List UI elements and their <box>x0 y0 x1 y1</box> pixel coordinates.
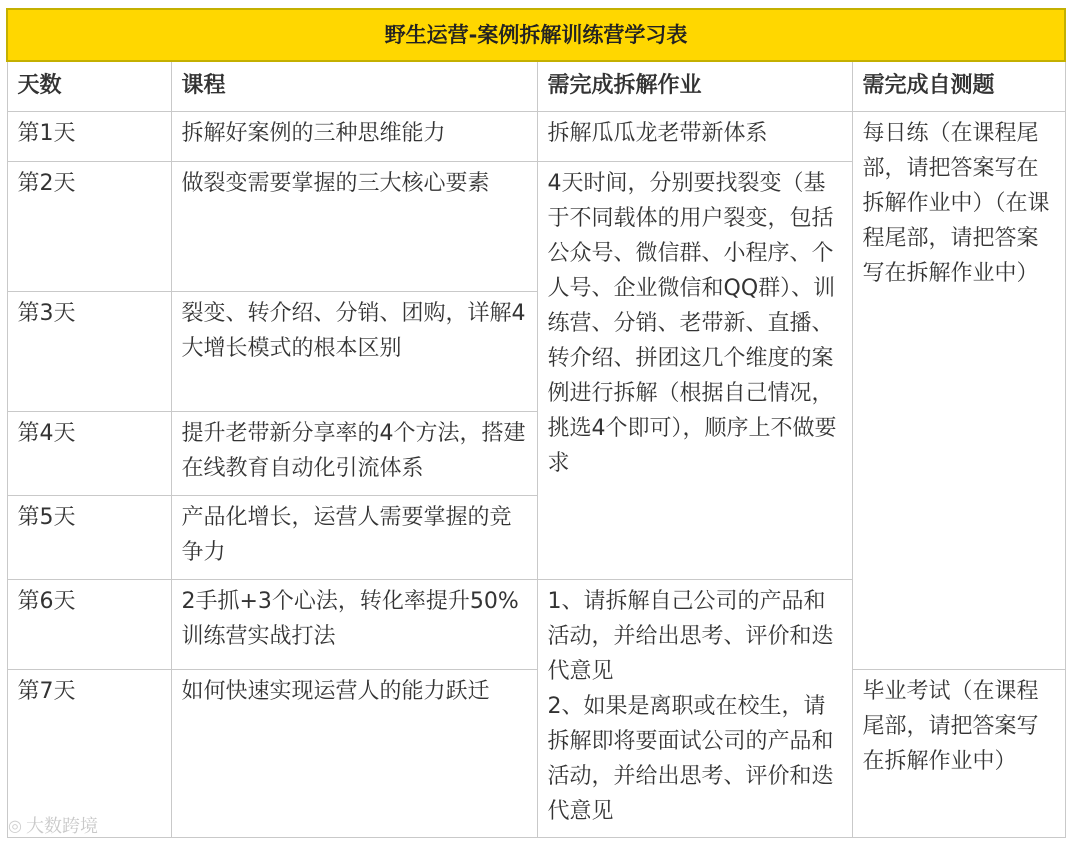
course-cell: 裂变、转介绍、分销、团购，详解4大增长模式的根本区别 <box>171 291 537 411</box>
day-cell: 第3天 <box>7 291 171 411</box>
day-cell: 第1天 <box>7 111 171 161</box>
day-cell: 第5天 <box>7 495 171 579</box>
homework-cell: 拆解瓜瓜龙老带新体系 <box>537 111 852 161</box>
course-cell: 2手抓+3个心法，转化率提升50%训练营实战打法 <box>171 579 537 669</box>
table-title: 野生运营-案例拆解训练营学习表 <box>7 9 1065 61</box>
homework-cell: 1、请拆解自己公司的产品和活动，并给出思考、评价和迭代意见 2、如果是离职或在校生，请拆解即将要面试公司的产品和活动，并给出思考、评价和迭代意见 <box>537 579 852 837</box>
day-cell: 第2天 <box>7 161 171 291</box>
header-selftest: 需完成自测题 <box>852 61 1065 111</box>
selftest-cell: 毕业考试（在课程尾部，请把答案写在拆解作业中） <box>852 669 1065 837</box>
course-cell: 做裂变需要掌握的三大核心要素 <box>171 161 537 291</box>
watermark-logo-icon: ◎ <box>8 815 22 835</box>
header-day: 天数 <box>7 61 171 111</box>
course-cell: 拆解好案例的三种思维能力 <box>171 111 537 161</box>
header-homework: 需完成拆解作业 <box>537 61 852 111</box>
selftest-cell: 每日练（在课程尾部，请把答案写在拆解作业中）（在课程尾部，请把答案写在拆解作业中） <box>852 111 1065 669</box>
course-cell: 如何快速实现运营人的能力跃迁 <box>171 669 537 837</box>
watermark <box>8 812 98 838</box>
day-cell: 第4天 <box>7 411 171 495</box>
course-cell: 提升老带新分享率的4个方法，搭建在线教育自动化引流体系 <box>171 411 537 495</box>
table-row <box>7 669 1065 837</box>
course-cell: 产品化增长，运营人需要掌握的竞争力 <box>171 495 537 579</box>
watermark-text: 大数跨境 <box>25 816 98 837</box>
day-cell: 第6天 <box>7 579 171 669</box>
day-cell: 第7天 <box>7 669 171 837</box>
schedule-sheet <box>6 8 1066 838</box>
header-course: 课程 <box>171 61 537 111</box>
homework-cell: 4天时间，分别要找裂变（基于不同载体的用户裂变，包括公众号、微信群、小程序、个人号、企业微信和QQ群）、训练营、分销、老带新、直播、转介绍、拼团这几个维度的案例进行拆解（根据自己情况，挑选4个即可），顺序上不做要求 <box>537 161 852 579</box>
table-row <box>7 111 1065 161</box>
schedule-table <box>6 8 1066 838</box>
